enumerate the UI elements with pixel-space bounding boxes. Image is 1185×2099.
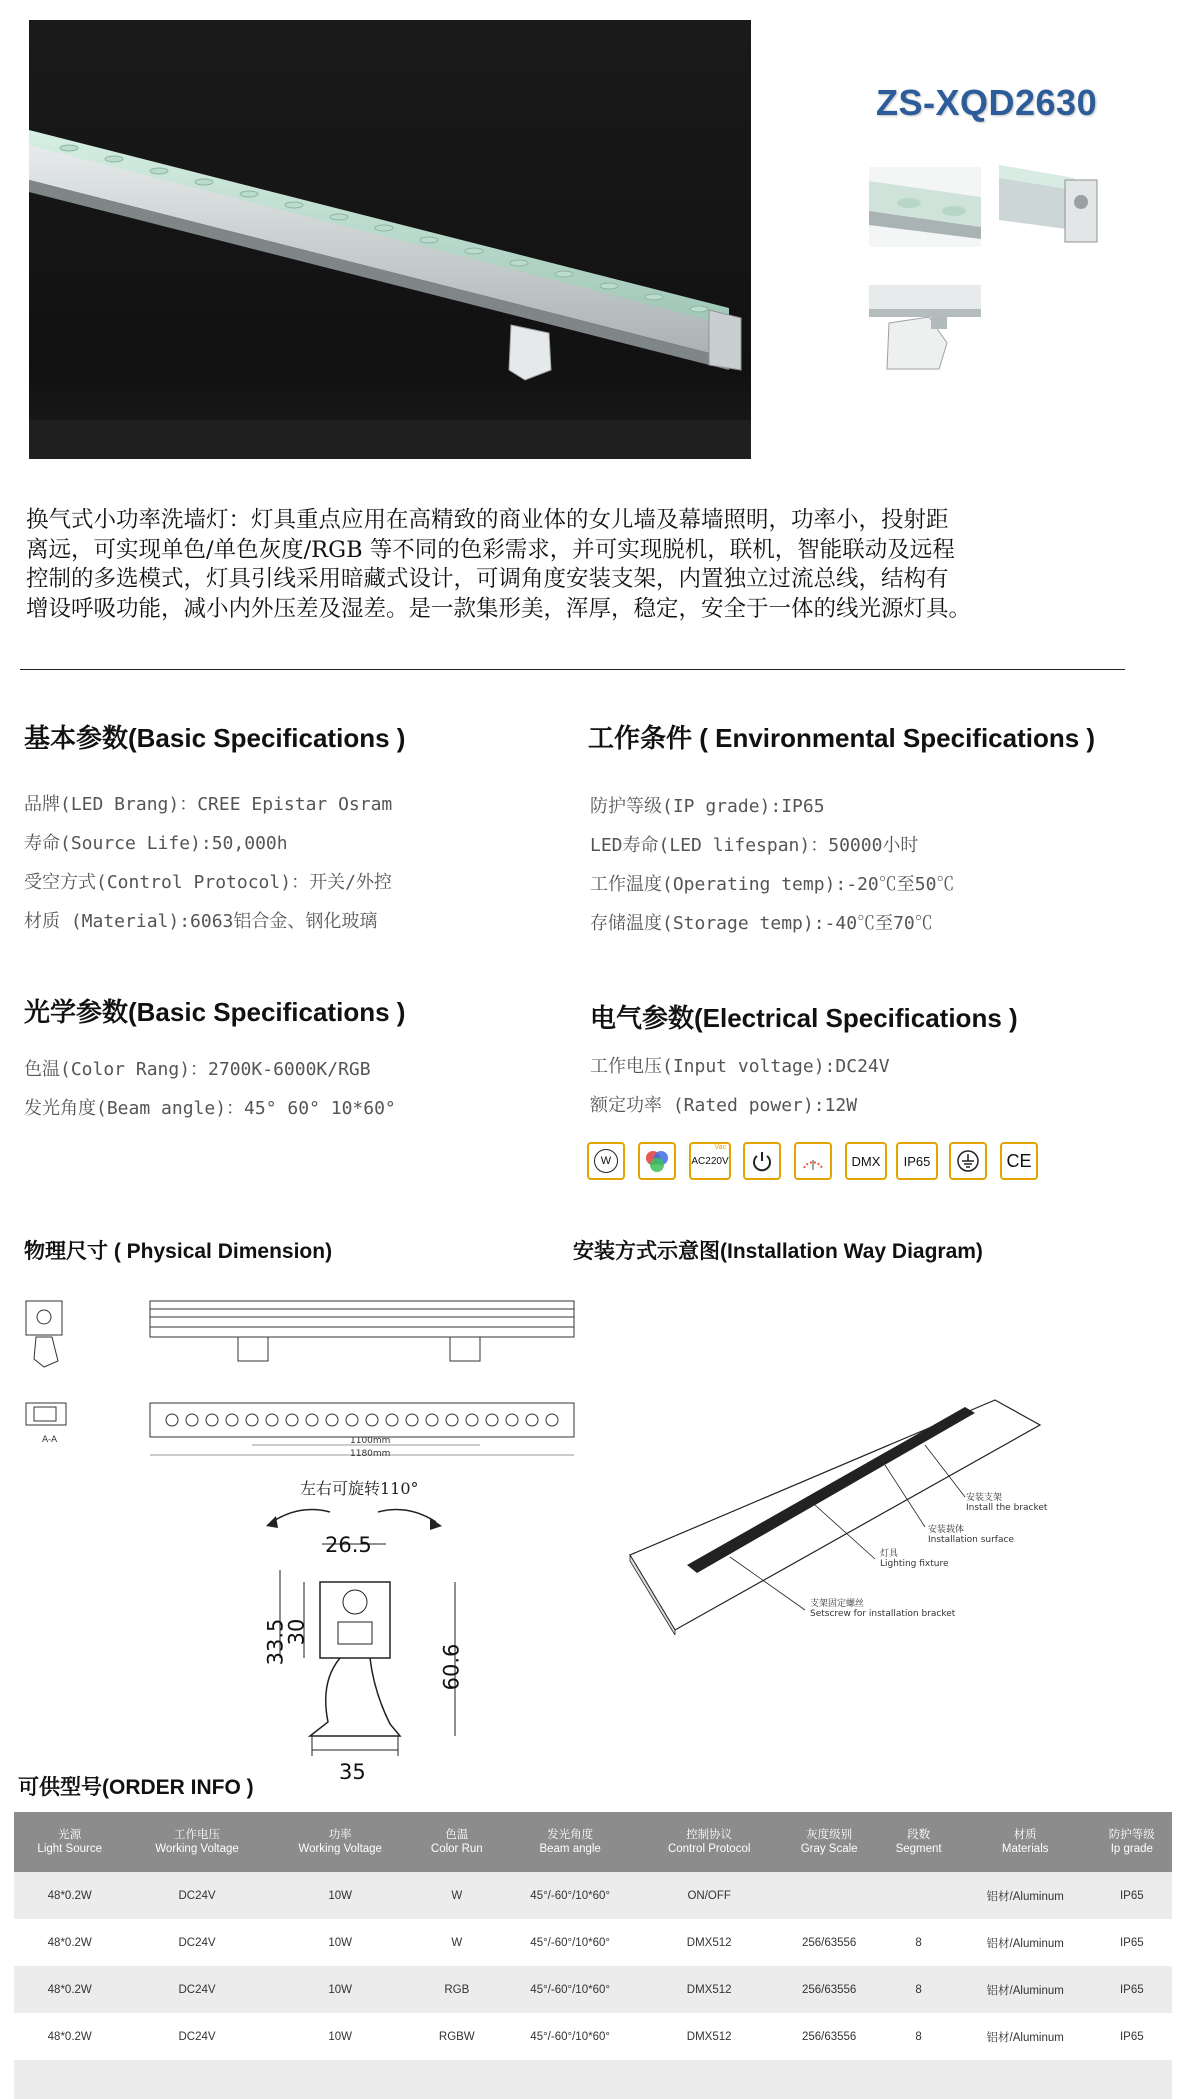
table-cell: RGB: [412, 1966, 502, 2013]
callout-cn: 灯具: [880, 1549, 899, 1559]
table-cell: DMX512: [686, 2030, 732, 2043]
spec-storage-temp: 存储温度(Storage temp):-40℃至70℃: [590, 913, 933, 934]
callout-cn: 支架固定螺丝: [810, 1599, 865, 1609]
table-row: [14, 1919, 1172, 1966]
table-cell: 48*0.2W: [14, 1872, 125, 1919]
table-cell: IP65: [1119, 2030, 1144, 2043]
order-info-title: 可供型号(ORDER INFO ): [18, 1776, 254, 1799]
callout-cn: 安装载体: [928, 1525, 965, 1535]
dim-total-height: 60.6: [439, 1643, 464, 1691]
dim-base: 35: [339, 1760, 366, 1784]
ac-small-label: Vac: [714, 1144, 726, 1151]
table-cell: IP65: [1119, 1936, 1144, 1949]
table-cell: 8: [915, 1936, 922, 1949]
table-cell: DC24V: [125, 1966, 268, 2013]
table-cell: 铝材/Aluminum: [959, 1872, 1092, 1919]
callout-fixture: [880, 1546, 949, 1569]
dmx-icon: [845, 1142, 887, 1180]
table-cell: DC24V: [125, 1872, 268, 1919]
description-line: 换气式小功率洗墙灯：灯具重点应用在高精致的商业体的女儿墙及幕墙照明，功率小，投射距: [26, 507, 949, 533]
dmx-label: DMX: [851, 1153, 881, 1169]
table-cell: 45°/-60°/10*60°: [502, 1872, 639, 1919]
column-header: 工作电压 Working Voltage: [125, 1812, 268, 1872]
cross-section-drawings: [14, 1295, 84, 1445]
basic-specs-title: 基本参数(Basic Specifications ): [24, 723, 406, 753]
column-header: 功率 Working Voltage: [269, 1812, 412, 1872]
electrical-specs-title: 电气参数(Electrical Specifications ): [590, 1003, 1018, 1033]
table-row-empty: [14, 2060, 1172, 2099]
description-line: 控制的多选模式，灯具引线采用暗藏式设计，可调角度安装支架，内置独立过流总线，结构有: [26, 566, 949, 592]
table-header-row: [14, 1812, 1172, 1872]
callout-en: Lighting fixture: [880, 1559, 949, 1569]
table-cell: 45°/-60°/10*60°: [502, 1966, 639, 2013]
spec-color-range: 色温(Color Rang)：2700K-6000K/RGB: [24, 1059, 371, 1080]
product-hero-image: [29, 20, 751, 459]
table-cell: W: [451, 1936, 463, 1949]
table-cell: 8: [878, 1966, 958, 2013]
callout-en: Installation surface: [928, 1535, 1014, 1545]
table-cell: 铝材/Aluminum: [959, 1966, 1092, 2013]
callout-surface: [928, 1522, 1014, 1545]
spec-ip-grade: 防护等级(IP grade):IP65: [590, 796, 825, 817]
table-cell: DMX512: [638, 1966, 779, 2013]
table-cell: 8: [915, 2030, 922, 2043]
callout-cn: 安装支架: [966, 1493, 1003, 1503]
table-cell: 铝材/Aluminum: [986, 2031, 1064, 2044]
dim-width: 26.5: [325, 1533, 372, 1557]
ac220v-icon: [689, 1142, 731, 1180]
section-divider: [20, 669, 1125, 670]
column-header: 控制协议 Control Protocol: [638, 1812, 779, 1872]
dim-label-inner: 1100mm: [350, 1436, 391, 1446]
ce-mark-icon: [1000, 1142, 1038, 1180]
ip65-label: IP65: [903, 1153, 931, 1169]
ce-label: CE: [1006, 1150, 1032, 1171]
column-header: 灰度级别 Gray Scale: [780, 1812, 879, 1872]
table-cell: IP65: [1092, 1872, 1172, 1919]
table-cell: IP65: [1092, 1966, 1172, 2013]
section-label: A-A: [42, 1435, 58, 1445]
spec-life: 寿命(Source Life):50,000h: [24, 833, 288, 854]
table-cell: 256/63556: [801, 1936, 857, 1949]
column-header: 防护等级 Ip grade: [1092, 1812, 1172, 1872]
table-cell: 48*0.2W: [14, 1966, 125, 2013]
column-header: 发光角度 Beam angle: [502, 1812, 639, 1872]
table-row: [14, 1872, 1172, 1919]
order-info-table: [14, 1812, 1172, 2099]
table-cell: 48*0.2W: [47, 2030, 92, 2043]
table-cell-empty: [14, 2060, 1172, 2099]
product-model-title: ZS-XQD2630: [876, 82, 1098, 123]
column-header: 色温 Color Run: [412, 1812, 502, 1872]
table-cell: 45°/-60°/10*60°: [530, 1936, 610, 1949]
table-cell: RGBW: [438, 2030, 475, 2043]
side-view-drawing: [140, 1295, 580, 1465]
wattage-label: W: [594, 1149, 618, 1173]
product-description: [26, 506, 1166, 624]
column-header: 光源 Light Source: [14, 1812, 125, 1872]
spec-control: 受空方式(Control Protocol)：开关/外控: [24, 872, 392, 893]
table-cell: DMX512: [686, 1936, 732, 1949]
spec-led-lifespan: LED寿命(LED lifespan)：50000小时: [590, 835, 919, 856]
column-header: 段数 Segment: [878, 1812, 958, 1872]
description-line: 离远，可实现单色/单色灰度/RGB 等不同的色彩需求，并可实现脱机，联机，智能联动及远程: [26, 536, 955, 563]
table-cell: [780, 1872, 879, 1919]
beam-angle-icon: [794, 1142, 832, 1180]
table-cell: 10W: [269, 1966, 412, 2013]
table-cell: 10W: [328, 2030, 353, 2043]
installation-diagram-title: 安装方式示意图(Installation Way Diagram): [573, 1240, 983, 1263]
spec-operating-temp: 工作温度(Operating temp):-20℃至50℃: [590, 874, 955, 895]
dim-label-overall: 1180mm: [350, 1449, 391, 1459]
spec-input-voltage: 工作电压(Input voltage):DC24V: [590, 1056, 890, 1077]
table-cell: 48*0.2W: [47, 1936, 92, 1949]
dim-height-inner: 30: [284, 1618, 309, 1646]
table-cell: 45°/-60°/10*60°: [530, 2030, 610, 2043]
thumbnail-end-cap[interactable]: [999, 160, 1104, 252]
table-cell: [878, 1872, 958, 1919]
spec-material: 材质 (Material):6063铝合金、钢化玻璃: [24, 911, 378, 932]
table-cell: 10W: [269, 1872, 412, 1919]
table-cell: 10W: [328, 1936, 353, 1949]
callout-en: Install the bracket: [966, 1503, 1048, 1513]
table-cell: 铝材/Aluminum: [986, 1937, 1064, 1950]
callout-setscrew: [810, 1596, 955, 1619]
table-cell: 256/63556: [801, 2030, 857, 2043]
thumbnail-bracket[interactable]: [869, 283, 981, 378]
callout-en: Setscrew for installation bracket: [810, 1609, 956, 1619]
description-line: 增设呼吸功能，减小内外压差及湿差。是一款集形美，浑厚，稳定，安全于一体的线光源灯具。: [26, 595, 972, 622]
table-cell: ON/OFF: [638, 1872, 779, 1919]
table-row: [14, 1966, 1172, 2013]
ground-icon: [949, 1142, 987, 1180]
callout-bracket: [966, 1490, 1047, 1513]
wattage-icon: [587, 1142, 625, 1180]
ip65-icon: [896, 1142, 938, 1180]
rotation-note: 左右可旋转110°: [300, 1479, 419, 1498]
env-specs-title: 工作条件 ( Environmental Specifications ): [588, 723, 1096, 753]
table-cell: DC24V: [178, 2030, 216, 2043]
table-cell: 256/63556: [780, 1966, 879, 2013]
spec-brand: 品牌(LED Brang)：CREE Epistar Osram: [24, 794, 393, 815]
optical-specs-title: 光学参数(Basic Specifications ): [24, 997, 406, 1027]
ac220v-label: AC220V: [691, 1155, 729, 1167]
power-icon: [743, 1142, 781, 1180]
table-cell: DC24V: [178, 1936, 216, 1949]
table-cell: W: [412, 1872, 502, 1919]
column-header: 材质 Materials: [959, 1812, 1092, 1872]
physical-dimension-title: 物理尺寸 ( Physical Dimension): [24, 1240, 333, 1263]
spec-rated-power: 额定功率 (Rated power):12W: [590, 1095, 858, 1116]
thumbnail-lens-closeup[interactable]: [869, 167, 981, 247]
table-row: [14, 2013, 1172, 2060]
dim-height-outer: 33.5: [263, 1618, 288, 1666]
spec-beam-angle: 发光角度(Beam angle)：45° 60° 10*60°: [24, 1098, 396, 1119]
rgb-color-icon: [638, 1142, 676, 1180]
